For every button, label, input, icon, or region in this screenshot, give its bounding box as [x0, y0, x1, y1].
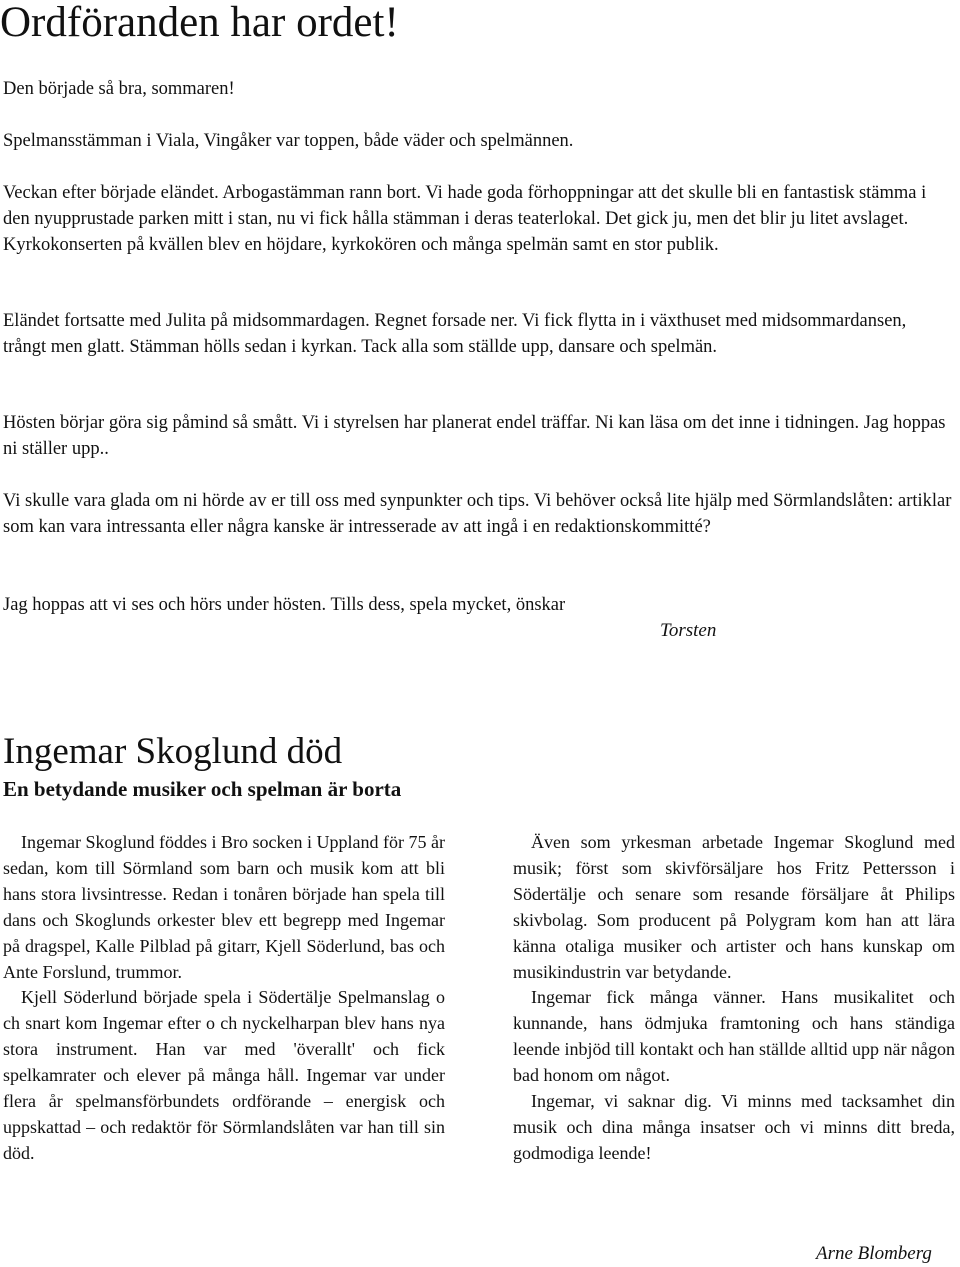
article-subtitle: En betydande musiker och spelman är borta	[3, 777, 402, 801]
article-title: Ordföranden har ordet!	[0, 0, 399, 46]
paragraph: Ingemar Skoglund föddes i Bro socken i Uppland för 75 år sedan, kom till Sörmland som barn och musik kom att bli hans stora livsintresse. Redan i tonåren började han spela till dans och Skoglunds orkester blev ett begrepp med Ingemar på dragspel, Kalle Pilblad på gitarr, Kjell Söderlund, bas och Ante Forslund, trummor.	[3, 832, 445, 982]
author-signature: Arne Blomberg	[816, 1243, 932, 1264]
paragraph: Den började så bra, sommaren!	[3, 79, 235, 99]
paragraph: Jag hoppas att vi ses och hörs under hösten. Tills dess, spela mycket, önskar	[3, 595, 566, 615]
article-title: Ingemar Skoglund död	[3, 731, 343, 772]
left-column	[3, 830, 445, 1167]
paragraph: Spelmansstämman i Viala, Vingåker var toppen, både väder och spelmännen.	[3, 131, 574, 151]
paragraph: Veckan efter började eländet. Arbogastämman rann bort. Vi hade goda förhoppningar att det skulle bli en fantastisk stämma i den nyupprustade parken mitt i stan, nu vi fick hålla stämman i deras teaterlokal. Det gick ju, men det blir ju litet avslaget. Kyrkokonserten på kvällen blev en höjdare, kyrkokören och många spelmän samt en stor publik.	[3, 183, 927, 255]
paragraph: Eländet fortsatte med Julita på midsommardagen. Regnet forsade ner. Vi fick flytta in i växthuset med midsommardansen, trångt men glatt. Stämman hölls sedan i kyrkan. Tack alla som ställde upp, dansare och spelmän.	[3, 311, 907, 357]
paragraph: Ingemar fick många vänner. Hans musikalitet och kunnande, hans ödmjuka framtoning och hans ständiga leende inbjöd till kontakt och han ställde alltid upp när någon bad honom om något.	[513, 987, 955, 1086]
author-signature: Torsten	[660, 620, 717, 641]
right-column	[513, 830, 955, 1167]
paragraph: Även som yrkesman arbetade Ingemar Skoglund med musik; först som skivförsäljare hos Fritz Pettersson i Södertälje och senare som resande försäljare åt Philips skivbolag. Som producent på Polygram kom han att lära känna otaliga musiker och artister och hans kunskap om musikindustrin var betydande.	[513, 832, 955, 982]
paragraph: Hösten börjar göra sig påmind så smått. Vi i styrelsen har planerat endel träffar. Ni kan läsa om det inne i tidningen. Jag hoppas ni ställer upp..	[3, 413, 946, 459]
paragraph: Ingemar, vi saknar dig. Vi minns med tacksamhet din musik och dina många insatser och vi minns ditt breda, godmodiga leende!	[513, 1091, 955, 1163]
paragraph: Vi skulle vara glada om ni hörde av er till oss med synpunkter och tips. Vi behöver också lite hjälp med Sörmlandslåten: artiklar som kan vara intressanta eller några kanske är intresserade av att ingå i en redaktionskommitté?	[3, 491, 952, 537]
paragraph: Kjell Söderlund började spela i Södertälje Spelmanslag o ch snart kom Ingemar efter o ch nyckelharpan blev hans nya stora instrument. Han var med 'överallt' och fick spelkamrater och elever på många håll. Ingemar var under flera år spelmansförbundets ordförande – energisk och uppskattad – och redaktör för Sörmlandslåten var han till sin död.	[3, 987, 445, 1163]
